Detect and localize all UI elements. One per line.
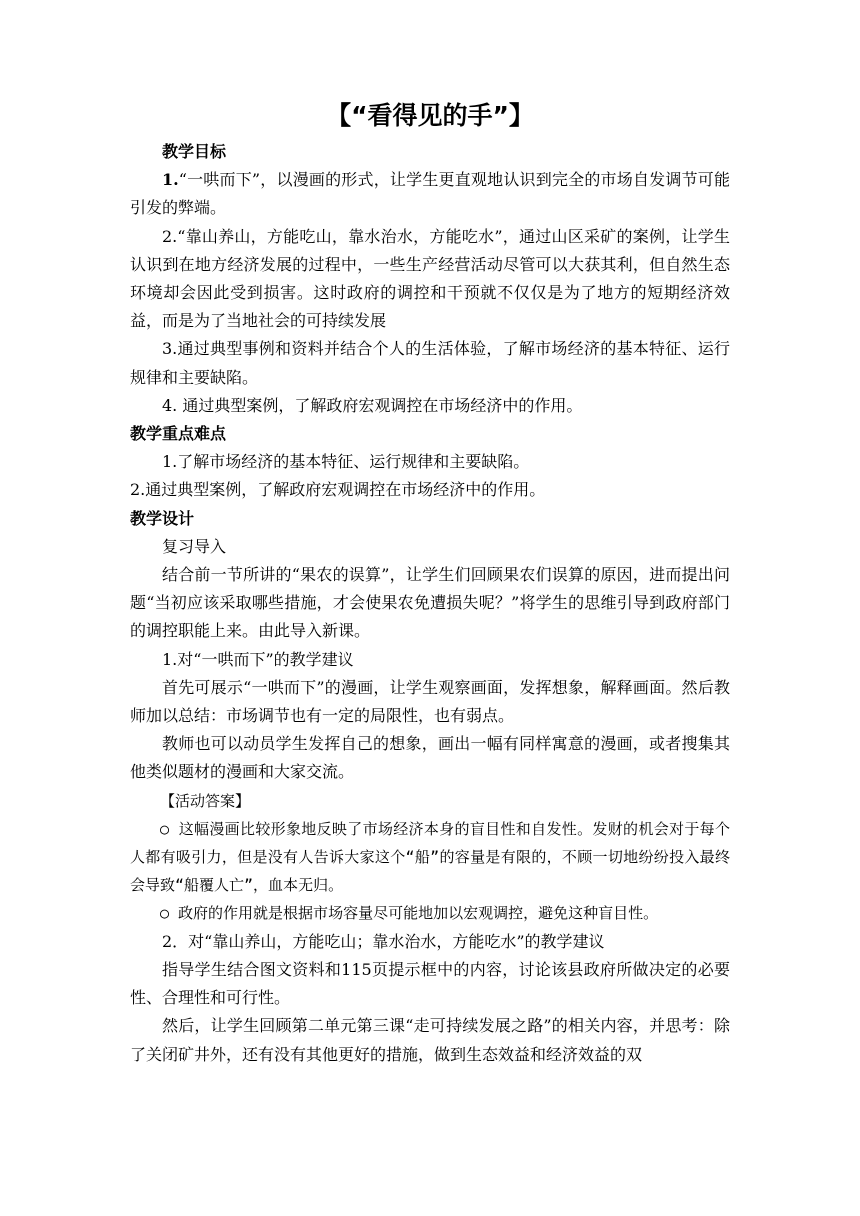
document-title: 【“看得见的手”】 [326,101,534,130]
suggestion-1-paragraph-1: 首先可展示“一哄而下”的漫画，让学生观察画面，发挥想象，解释画面。然后教师加以总结：市场调节也有一定的局限性，也有弱点。 [130,677,730,726]
document-body [130,138,730,1069]
activity-answer-2: ○ 政府的作用就是根据市场容量尽可能地加以宏观调控，避免这种盲目性。 [160,904,659,923]
suggestion-2-paragraph-1: 指导学生结合图文资料和115页提示框中的内容，讨论该县政府所做决定的必要性、合理性和可行性。 [130,959,730,1008]
objective-1 [130,166,730,222]
section-heading-key-points: 教学重点难点 [130,424,227,444]
suggestion-2-heading: 2．对“靠山养山，方能吃山；靠水治水，方能吃水”的教学建议 [162,931,605,951]
activity-answer-label: 【活动答案】 [160,791,251,810]
objective-3: 3.通过典型事例和资料并结合个人的生活体验，了解市场经济的基本特征、运行规律和主要缺陷。 [130,339,730,387]
review-heading: 复习导入 [162,536,227,556]
key-point-1: 1.了解市场经济的基本特征、运行规律和主要缺陷。 [162,452,530,472]
section-heading-design: 教学设计 [130,508,195,528]
section-heading-objectives: 教学目标 [162,142,227,161]
key-point-2: 2.通过典型案例，了解政府宏观调控在市场经济中的作用。 [130,480,546,500]
suggestion-2-paragraph-2: 然后，让学生回顾第二单元第三课“走可持续发展之路”的相关内容，并思考：除了关闭矿井外，还有没有其他更好的措施，做到生态效益和经济效益的双 [130,1016,730,1064]
review-paragraph: 结合前一节所讲的“果农的误算”，让学生们回顾果农们误算的原因，进而提出问题“当初应该采取哪些措施，才会使果农免遭损失呢？”将学生的思维引导到政府部门的调控职能上来。由此导入新课。 [130,565,730,641]
objective-2: 2.“靠山养山，方能吃山，靠水治水，方能吃水”，通过山区采矿的案例，让学生认识到在地方经济发展的过程中，一些生产经营活动尽管可以大获其利，但自然生态环境却会因此受到损害。这时政府的调控和干预就不仅仅是为了地方的短期经济效益，而是为了当地社会的可持续发展 [130,226,730,331]
objective-1-number: 1. [162,170,179,190]
activity-answer-1: ○ 这幅漫画比较形象地反映了市场经济本身的盲目性和自发性。发财的机会对于每个人都有吸引力，但是没有人告诉大家这个“船”的容量是有限的，不顾一切地纷纷投入最终会导致“船覆人亡”，血本无归。 [130,819,730,895]
objective-1-text: “一哄而下”，以漫画的形式，让学生更直观地认识到完全的市场自发调节可能引发的弊端。 [130,170,730,218]
suggestion-1-heading: 1.对“一哄而下”的教学建议 [162,649,354,669]
suggestion-1-paragraph-2: 教师也可以动员学生发挥自己的想象，画出一幅有同样寓意的漫画，或者搜集其他类似题材的漫画和大家交流。 [130,734,730,782]
objective-4: 4. 通过典型案例，了解政府宏观调控在市场经济中的作用。 [162,395,583,415]
